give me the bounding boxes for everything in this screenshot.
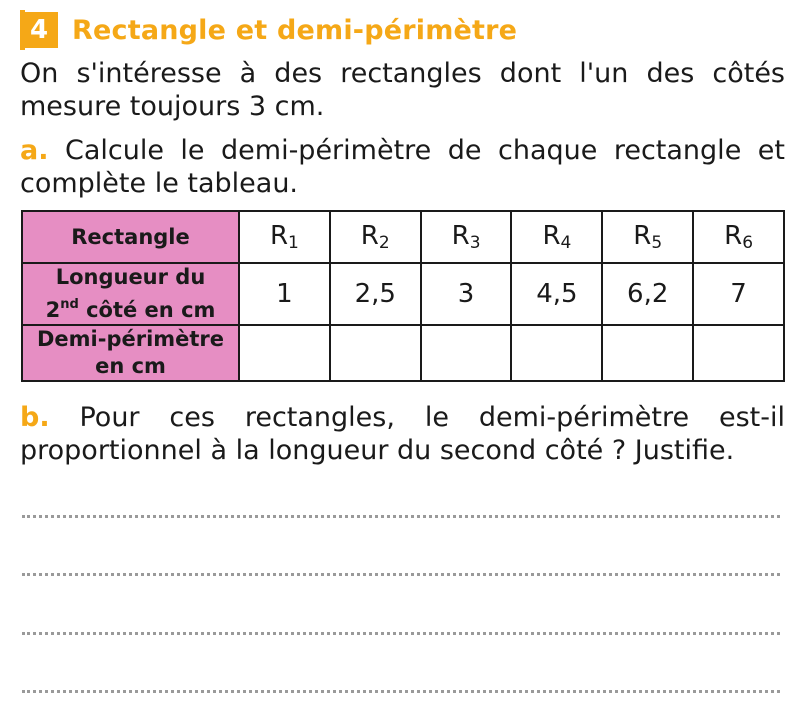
column-header-r3: $R_3$	[421, 211, 512, 263]
column-header-r1: $R_1$	[239, 211, 330, 263]
question-a	[20, 134, 785, 200]
column-header-r6: $R_6$	[693, 211, 784, 263]
question-a-label: a.	[20, 135, 49, 166]
exercise-intro: On s'intéresse à des rectangles dont l'un des côtés mesure toujours 3 cm.	[20, 58, 785, 122]
column-header-r5: $R_5$	[602, 211, 693, 263]
half-perimeter-cell-r3[interactable]	[421, 325, 512, 381]
table-row-half-perimeter	[22, 325, 784, 381]
length-cell-r5: 6,2	[602, 263, 693, 325]
question-b	[20, 401, 785, 467]
answer-line-3[interactable]	[22, 632, 780, 635]
length-cell-r6: 7	[693, 263, 784, 325]
question-a-text: Calcule le demi-périmètre de chaque rectangle et complète le tableau.	[20, 135, 785, 199]
exercise-title: Rectangle et demi-périmètre	[72, 14, 518, 46]
length-cell-r3: 3	[421, 263, 512, 325]
half-perimeter-cell-r6[interactable]	[693, 325, 784, 381]
data-table	[21, 210, 785, 382]
length-cell-r1: 1	[239, 263, 330, 325]
column-header-r2: $R_2$	[330, 211, 421, 263]
answer-line-1[interactable]	[22, 515, 780, 518]
column-header-r4: $R_4$	[511, 211, 602, 263]
table-row-length	[22, 263, 784, 325]
exercise-header	[20, 10, 517, 50]
half-perimeter-cell-r1[interactable]	[239, 325, 330, 381]
length-cell-r2: 2,5	[330, 263, 421, 325]
answer-line-2[interactable]	[22, 573, 780, 576]
half-perimeter-cell-r2[interactable]	[330, 325, 421, 381]
table-header-row	[22, 211, 784, 263]
length-cell-r4: 4,5	[511, 263, 602, 325]
exercise-number-badge: 4	[20, 12, 58, 48]
question-b-text: Pour ces rectangles, le demi-périmètre est-il proportionnel à la longueur du second côté ? Justifie.	[20, 402, 785, 466]
row-label-length: Longueur du 2nd côté en cm	[22, 263, 239, 325]
half-perimeter-cell-r4[interactable]	[511, 325, 602, 381]
table-header-label: Rectangle	[22, 211, 239, 263]
half-perimeter-cell-r5[interactable]	[602, 325, 693, 381]
row-label-half-perimeter: Demi-périmètre en cm	[22, 325, 239, 381]
question-b-label: b.	[20, 402, 50, 433]
answer-line-4[interactable]	[22, 690, 780, 693]
